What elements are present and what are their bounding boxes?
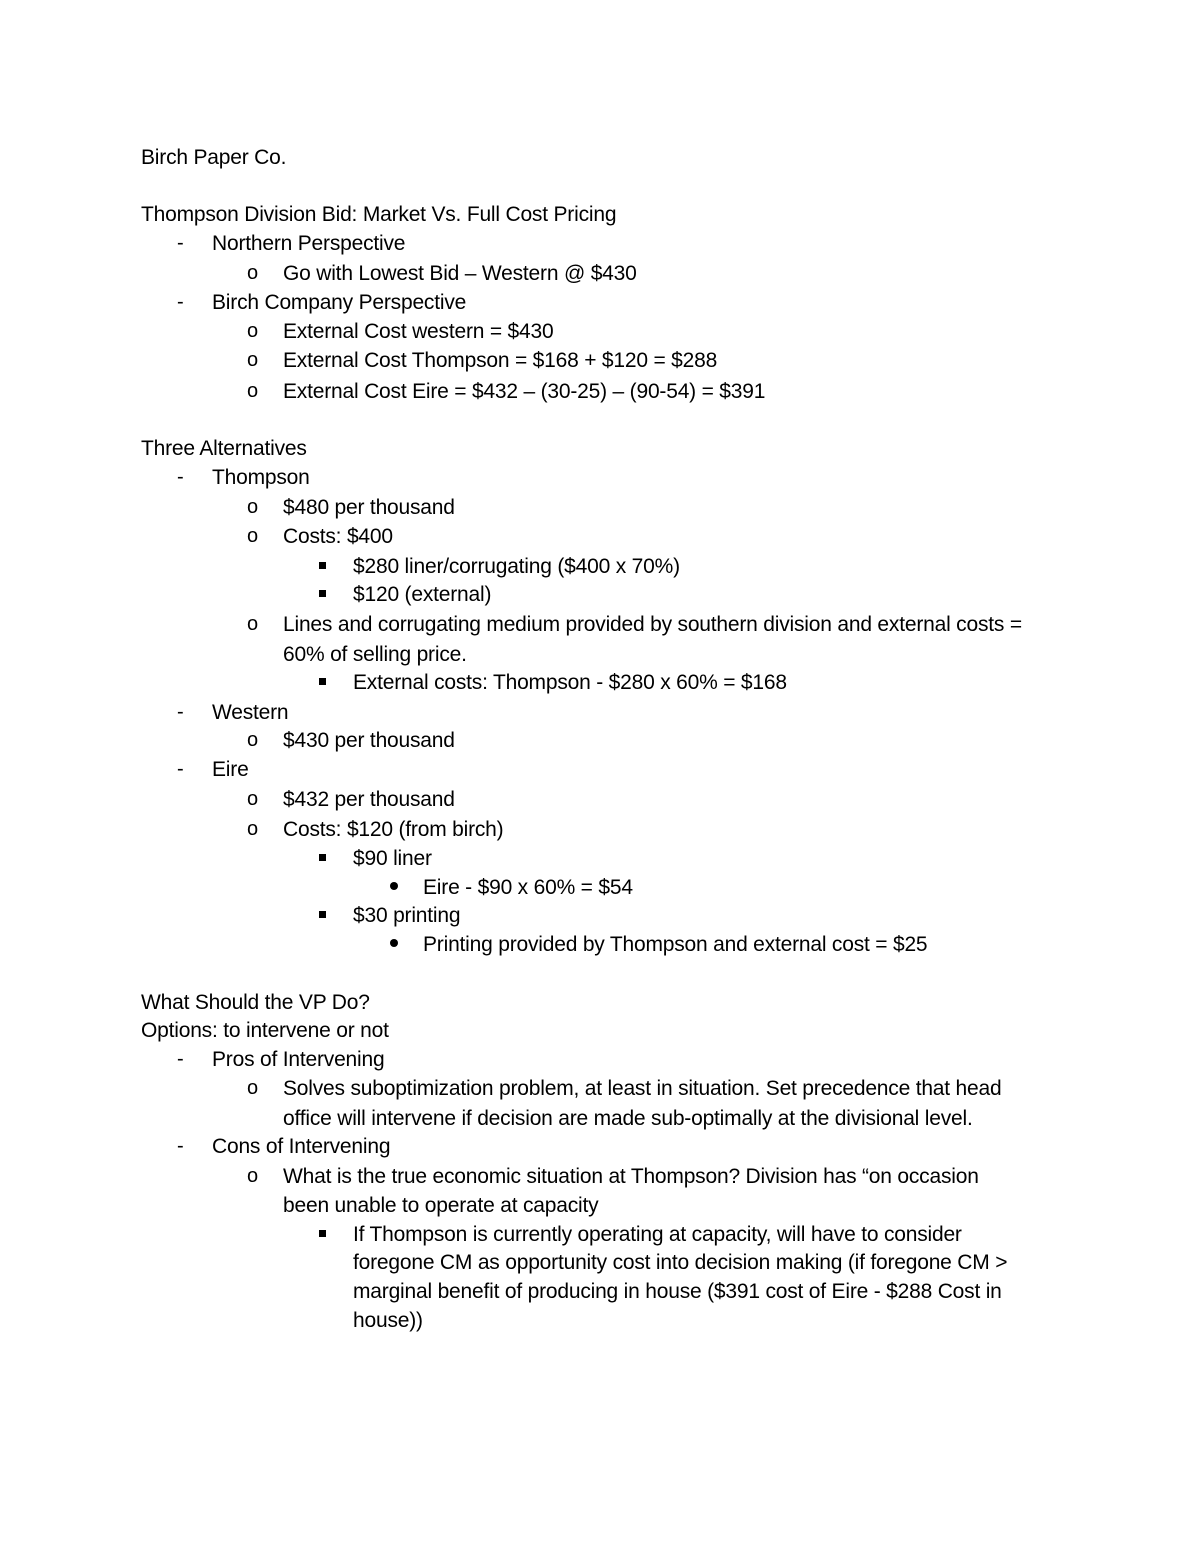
list-item: Costs: $120 (from birch) <box>283 818 504 841</box>
list-item: Birch Company Perspective <box>212 291 467 314</box>
circle-bullet: o <box>247 525 259 547</box>
dash-bullet: - <box>177 1048 184 1070</box>
dash-bullet: - <box>177 758 184 780</box>
circle-bullet: o <box>247 729 259 751</box>
list-item: External Cost Thompson = $168 + $120 = $288 <box>283 349 718 372</box>
dash-bullet: - <box>177 291 184 313</box>
list-item-continuation: been unable to operate at capacity <box>283 1194 599 1217</box>
list-item: External costs: Thompson - $280 x 60% = $168 <box>353 671 787 694</box>
list-item: Go with Lowest Bid – Western @ $430 <box>283 262 637 285</box>
square-bullet <box>319 678 326 685</box>
list-item: External Cost western = $430 <box>283 320 554 343</box>
list-item: Northern Perspective <box>212 232 406 255</box>
circle-bullet: o <box>247 320 259 342</box>
square-bullet <box>319 562 326 569</box>
list-item: $90 liner <box>353 847 432 870</box>
list-item: Printing provided by Thompson and external cost = $25 <box>423 933 928 956</box>
dot-bullet <box>390 939 398 947</box>
circle-bullet: o <box>247 1165 259 1187</box>
list-item: Lines and corrugating medium provided by southern division and external costs = <box>283 613 1022 636</box>
list-item: Thompson <box>212 466 310 489</box>
list-item: Pros of Intervening <box>212 1048 385 1071</box>
dot-bullet <box>390 882 398 890</box>
list-item: Eire <box>212 758 249 781</box>
circle-bullet: o <box>247 788 259 810</box>
list-item: $432 per thousand <box>283 788 455 811</box>
square-bullet <box>319 911 326 918</box>
list-item: Western <box>212 701 289 724</box>
square-bullet <box>319 854 326 861</box>
list-item: Cons of Intervening <box>212 1135 391 1158</box>
list-item: $430 per thousand <box>283 729 455 752</box>
options-line: Options: to intervene or not <box>141 1019 389 1042</box>
dash-bullet: - <box>177 1135 184 1157</box>
square-bullet <box>319 1230 326 1237</box>
list-item: Solves suboptimization problem, at least in situation. Set precedence that head <box>283 1077 1002 1100</box>
list-item: $280 liner/corrugating ($400 x 70%) <box>353 555 680 578</box>
list-item: What is the true economic situation at Thompson? Division has “on occasion <box>283 1165 979 1188</box>
section-heading-bid: Thompson Division Bid: Market Vs. Full Cost Pricing <box>141 203 617 226</box>
circle-bullet: o <box>247 262 259 284</box>
dash-bullet: - <box>177 466 184 488</box>
square-bullet <box>319 590 326 597</box>
list-item: External Cost Eire = $432 – (30-25) – (90-54) = $391 <box>283 380 766 403</box>
section-heading-alternatives: Three Alternatives <box>141 437 307 460</box>
list-item: If Thompson is currently operating at capacity, will have to consider <box>353 1223 962 1246</box>
list-item-continuation: office will intervene if decision are made sub-optimally at the divisional level. <box>283 1107 973 1130</box>
list-item: $120 (external) <box>353 583 492 606</box>
section-heading-vp: What Should the VP Do? <box>141 991 370 1014</box>
circle-bullet: o <box>247 496 259 518</box>
circle-bullet: o <box>247 1077 259 1099</box>
list-item-continuation: foregone CM as opportunity cost into decision making (if foregone CM > <box>353 1251 1008 1274</box>
circle-bullet: o <box>247 613 259 635</box>
doc-title: Birch Paper Co. <box>141 146 287 169</box>
list-item-continuation: marginal benefit of producing in house ($391 cost of Eire - $288 Cost in <box>353 1280 1002 1303</box>
circle-bullet: o <box>247 818 259 840</box>
list-item: $30 printing <box>353 904 461 927</box>
list-item-continuation: house)) <box>353 1309 423 1332</box>
dash-bullet: - <box>177 232 184 254</box>
circle-bullet: o <box>247 380 259 402</box>
dash-bullet: - <box>177 701 184 723</box>
list-item-continuation: 60% of selling price. <box>283 643 467 666</box>
circle-bullet: o <box>247 349 259 371</box>
list-item: Costs: $400 <box>283 525 393 548</box>
list-item: Eire - $90 x 60% = $54 <box>423 876 633 899</box>
list-item: $480 per thousand <box>283 496 455 519</box>
